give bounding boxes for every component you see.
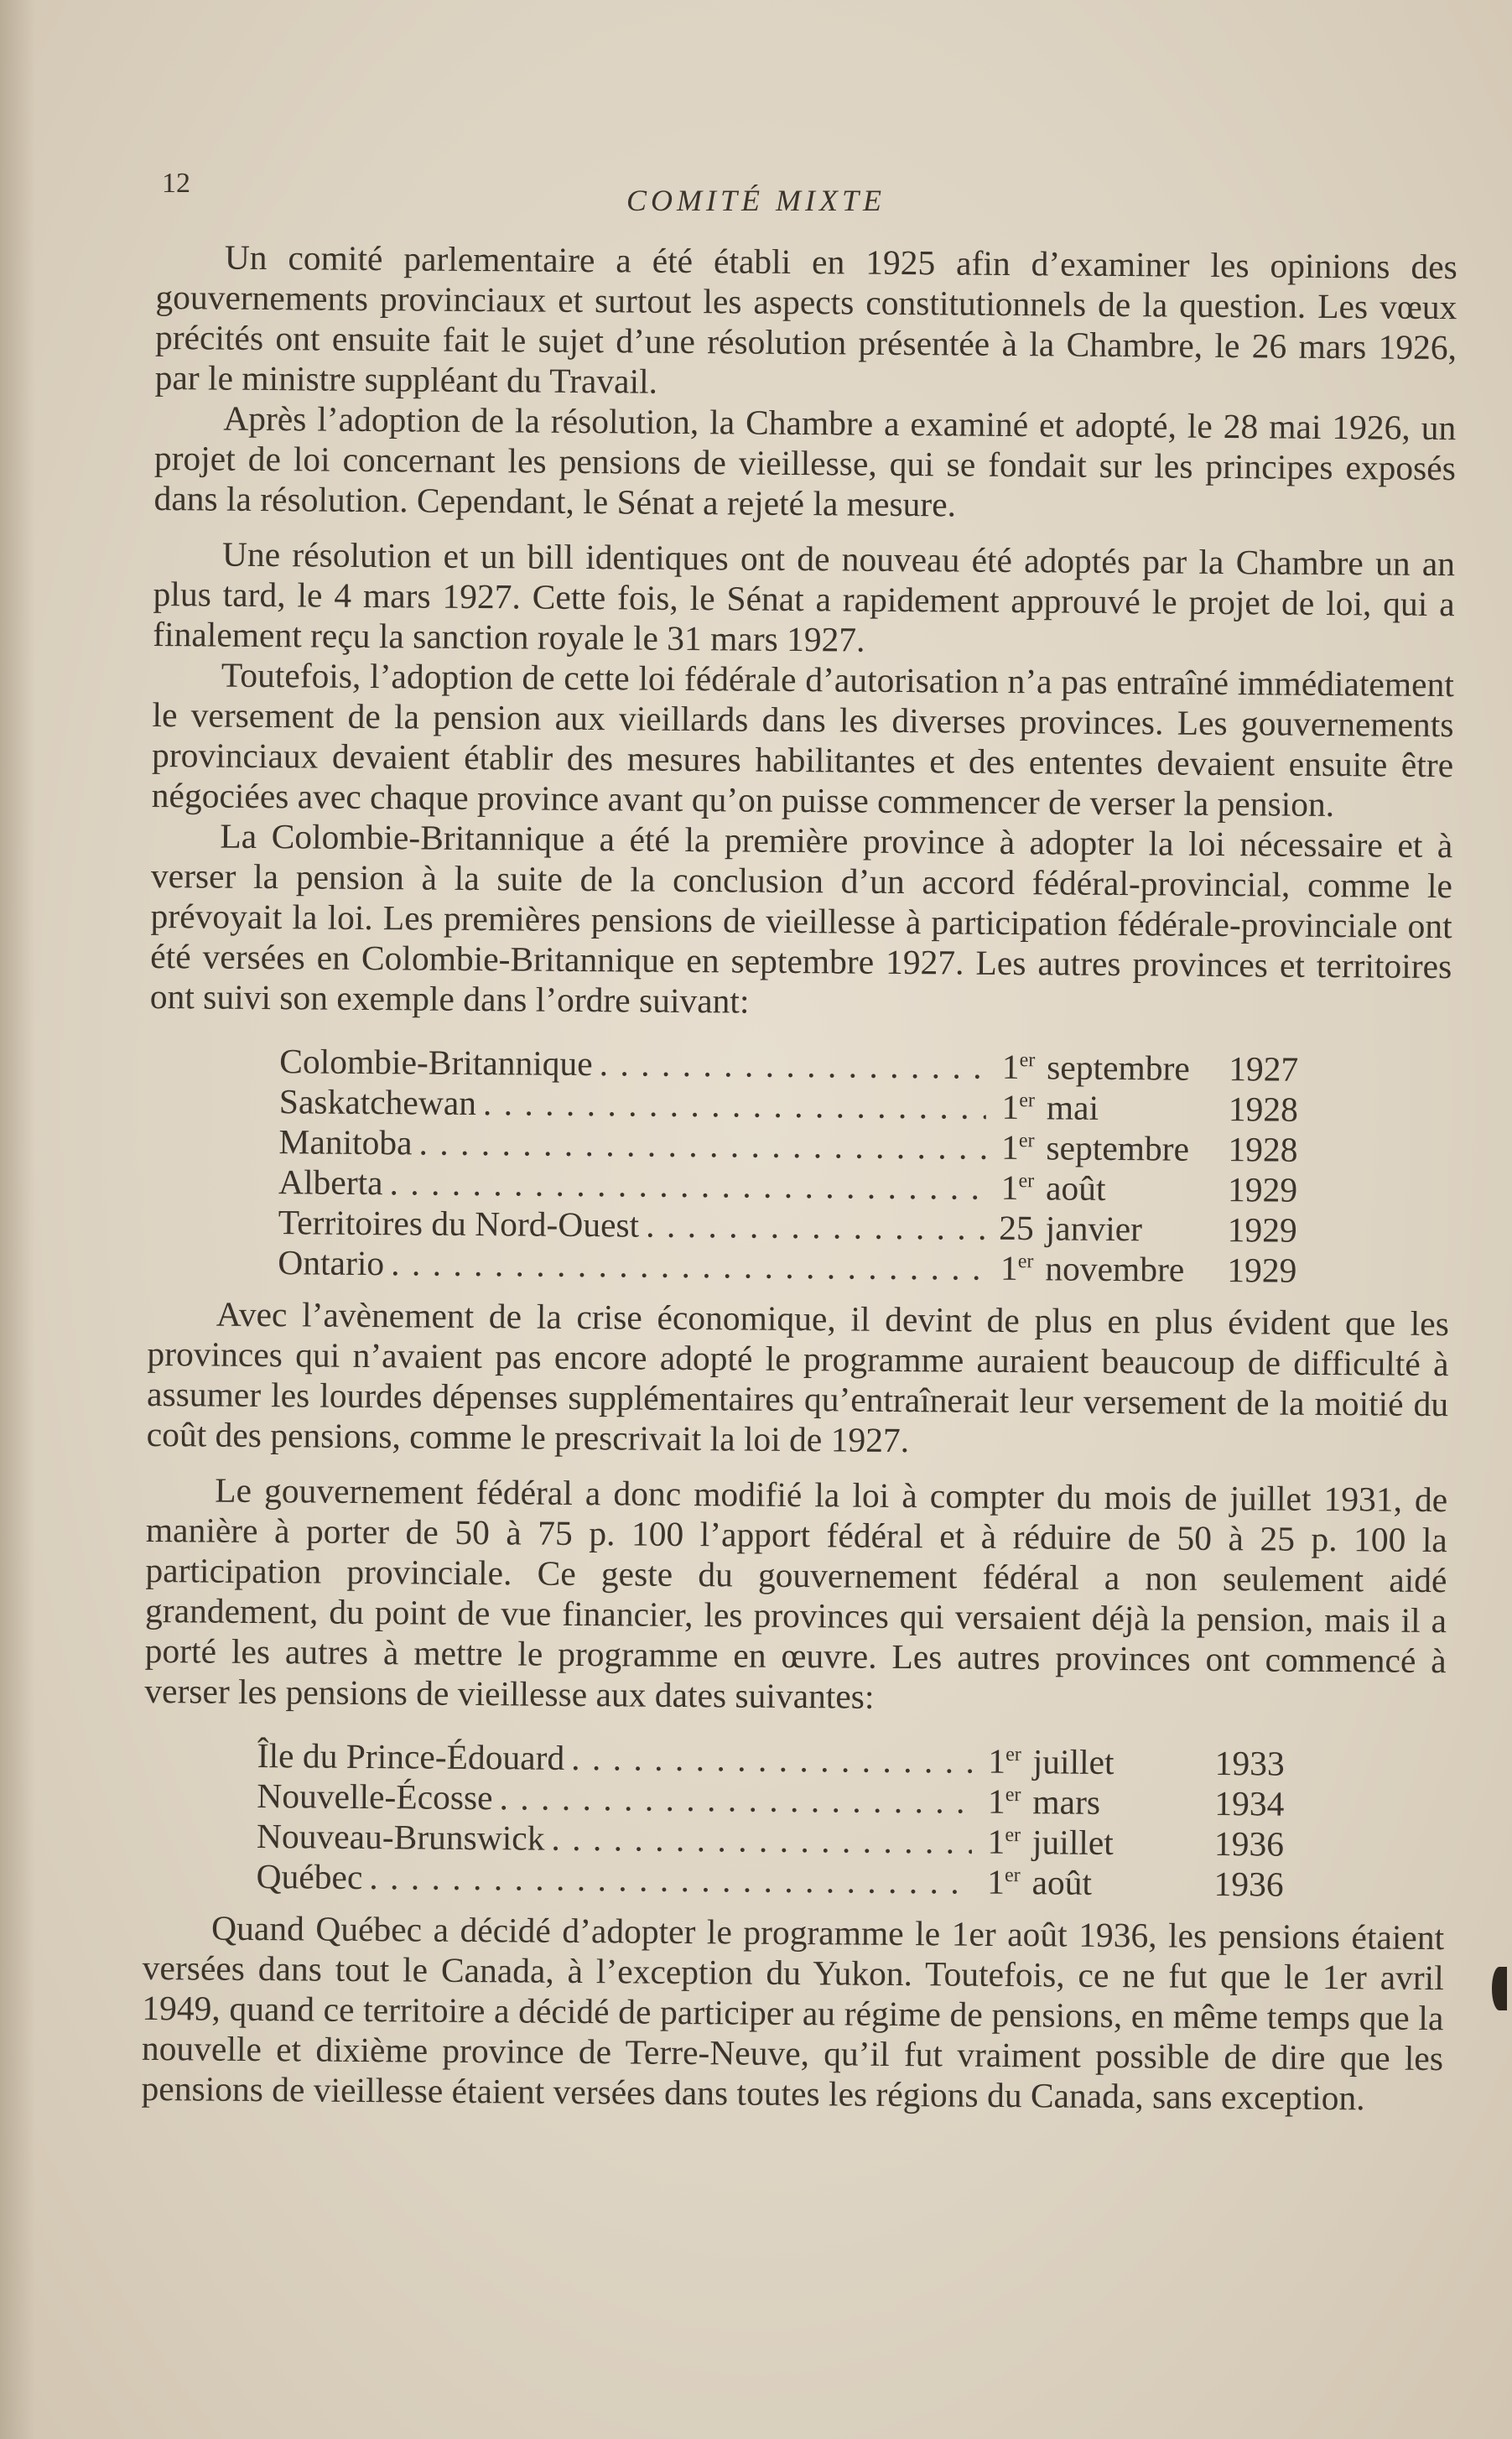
start-year: 1936	[1213, 1864, 1284, 1904]
body-text	[141, 237, 1457, 2119]
paragraph-4: Toutefois, l’adoption de cette loi fédérale d’autorisation n’a pas entraîné immédiatement le versement de la pension aux vieillards dans les diverses provinces. Les gouvernements provinciaux devaient établir des mesures habilitantes et des ententes devaient ensuite être négociées avec chaque province avant qu’on puisse commencer de verser la pension.	[151, 655, 1455, 824]
start-month: septembre	[1046, 1128, 1190, 1168]
start-day: 1er	[1001, 1087, 1036, 1126]
dot-leader	[369, 1857, 972, 1902]
dot-leader	[571, 1738, 973, 1781]
start-year: 1929	[1227, 1169, 1298, 1209]
start-year: 1933	[1214, 1743, 1285, 1783]
start-month: novembre	[1045, 1249, 1185, 1289]
province-name: Alberta	[278, 1162, 383, 1202]
province-name: Nouvelle-Écosse	[257, 1776, 493, 1818]
dot-leader	[499, 1777, 972, 1821]
start-day: 1er	[987, 1781, 1021, 1821]
dot-leader	[600, 1043, 987, 1087]
province-name: Ontario	[278, 1243, 385, 1283]
start-month: août	[1031, 1863, 1093, 1902]
start-year: 1936	[1213, 1823, 1285, 1864]
dot-leader	[418, 1122, 985, 1167]
start-year: 1929	[1227, 1209, 1297, 1250]
list-item	[279, 1034, 1299, 1089]
start-year: 1929	[1227, 1250, 1297, 1290]
start-day: 1er	[1000, 1167, 1035, 1207]
province-name: Manitoba	[278, 1122, 413, 1162]
start-day: 25	[999, 1208, 1034, 1248]
dot-leader	[551, 1818, 972, 1862]
start-month: janvier	[1045, 1209, 1143, 1249]
start-day: 1er	[1000, 1127, 1035, 1167]
province-name: Nouveau-Brunswick	[256, 1816, 545, 1858]
start-day: 1er	[987, 1862, 1021, 1901]
start-year: 1927	[1229, 1048, 1299, 1089]
running-title: COMITÉ MIXTE	[626, 184, 886, 217]
paragraph-1: Un comité parlementaire a été établi en 1925 afin d’examiner les opinions des gouvernements provinciaux et surtout les aspects constitutionnels de la question. Les vœux précités ont ensuite fait le sujet d’une résolution présentée à la Chambre, le 26 mars 1926, par le ministre suppléant du Travail.	[154, 237, 1457, 401]
province-dates-list-2	[256, 1729, 1285, 1904]
dot-leader	[646, 1204, 985, 1247]
start-month: août	[1045, 1168, 1106, 1208]
page-edge-mark	[1492, 1967, 1507, 2010]
start-month: septembre	[1047, 1048, 1190, 1088]
start-day: 1er	[988, 1741, 1021, 1781]
paragraph-7: Le gouvernement fédéral a donc modifié la loi à compter du mois de juillet 1931, de manière à porter de 50 à 75 p. 100 l’apport fédéral et à réduire de 50 à 25 p. 100 la participation provinciale. Ce geste du gouvernement fédéral a non seulement aidé grandement, du point de vue financier, les provinces qui versaient déjà la pension, mais il a porté les autres à mettre le programme en œuvre. Les autres provinces ont commencé à verser les pensions de vieillesse aux dates suivantes:	[144, 1470, 1448, 1716]
dot-leader	[389, 1162, 985, 1208]
paragraph-2: Après l’adoption de la résolution, la Chambre a examiné et adopté, le 28 mai 1926, un projet de loi concernant les pensions de vieillesse, qui se fondait sur les principes exposés dans la résolution. Cependant, le Sénat a rejeté la mesure.	[153, 398, 1457, 524]
start-month: juillet	[1032, 1742, 1115, 1781]
start-day: 1er	[987, 1822, 1021, 1861]
paragraph-5: La Colombie-Britannique a été la première province à adopter la loi nécessaire et à verser la pension à la suite de la conclusion d’un accord fédéral-provincial, comme le prévoyait la loi. Les premières pensions de vieillesse à participation fédérale-provinciale ont été versées en Colombie-Britannique en septembre 1927. Les autres provinces et territoires ont suivi son exemple dans l’ordre suivant:	[149, 816, 1453, 1021]
start-year: 1928	[1228, 1089, 1299, 1129]
start-month: mars	[1032, 1782, 1101, 1822]
paragraph-6: Avec l’avènement de la crise économique, il devint de plus en plus évident que les provinces qui n’avaient pas encore adopté le programme auraient beaucoup de difficulté à assumer les lourdes dépenses supplémentaires qu’entraînerait leur versement de la moitié du coût des pensions, comme le prescrivait la loi de 1927.	[146, 1294, 1450, 1460]
start-year: 1934	[1214, 1783, 1285, 1823]
province-name: Île du Prince-Édouard	[257, 1735, 565, 1777]
province-name: Territoires du Nord-Ouest	[278, 1203, 640, 1245]
start-day: 1er	[1000, 1248, 1034, 1287]
paragraph-8: Quand Québec a décidé d’adopter le programme le 1er août 1936, les pensions étaient versées dans tout le Canada, à l’exception du Yukon. Toutefois, ce ne fut que le 1er avril 1949, quand ce territoire a décidé de participer au régime de pensions, en même temps que la nouvelle et dixième province de Terre-Neuve, qu’il fut vraiment possible de dire que les pensions de vieillesse étaient versées dans toutes les régions du Canada, sans exception.	[141, 1908, 1445, 2118]
page-edge-shadow	[0, 0, 35, 2439]
list-item	[257, 1729, 1285, 1783]
province-name: Québec	[256, 1856, 363, 1896]
province-name: Colombie-Britannique	[279, 1042, 593, 1083]
start-month: mai	[1046, 1088, 1099, 1127]
province-dates-list-1	[278, 1034, 1299, 1290]
start-month: juillet	[1031, 1823, 1115, 1862]
dot-leader	[391, 1243, 985, 1288]
paragraph-3: Une résolution et un bill identiques ont de nouveau été adoptés par la Chambre un an plus tard, le 4 mars 1927. Cette fois, le Sénat a rapidement approuvé le projet de loi, qui a finalement reçu la sanction royale le 31 mars 1927.	[153, 534, 1456, 659]
start-day: 1er	[1001, 1047, 1036, 1086]
dot-leader	[483, 1083, 986, 1127]
province-name: Saskatchewan	[278, 1082, 477, 1122]
page-number: 12	[162, 168, 190, 199]
start-year: 1928	[1228, 1129, 1298, 1169]
